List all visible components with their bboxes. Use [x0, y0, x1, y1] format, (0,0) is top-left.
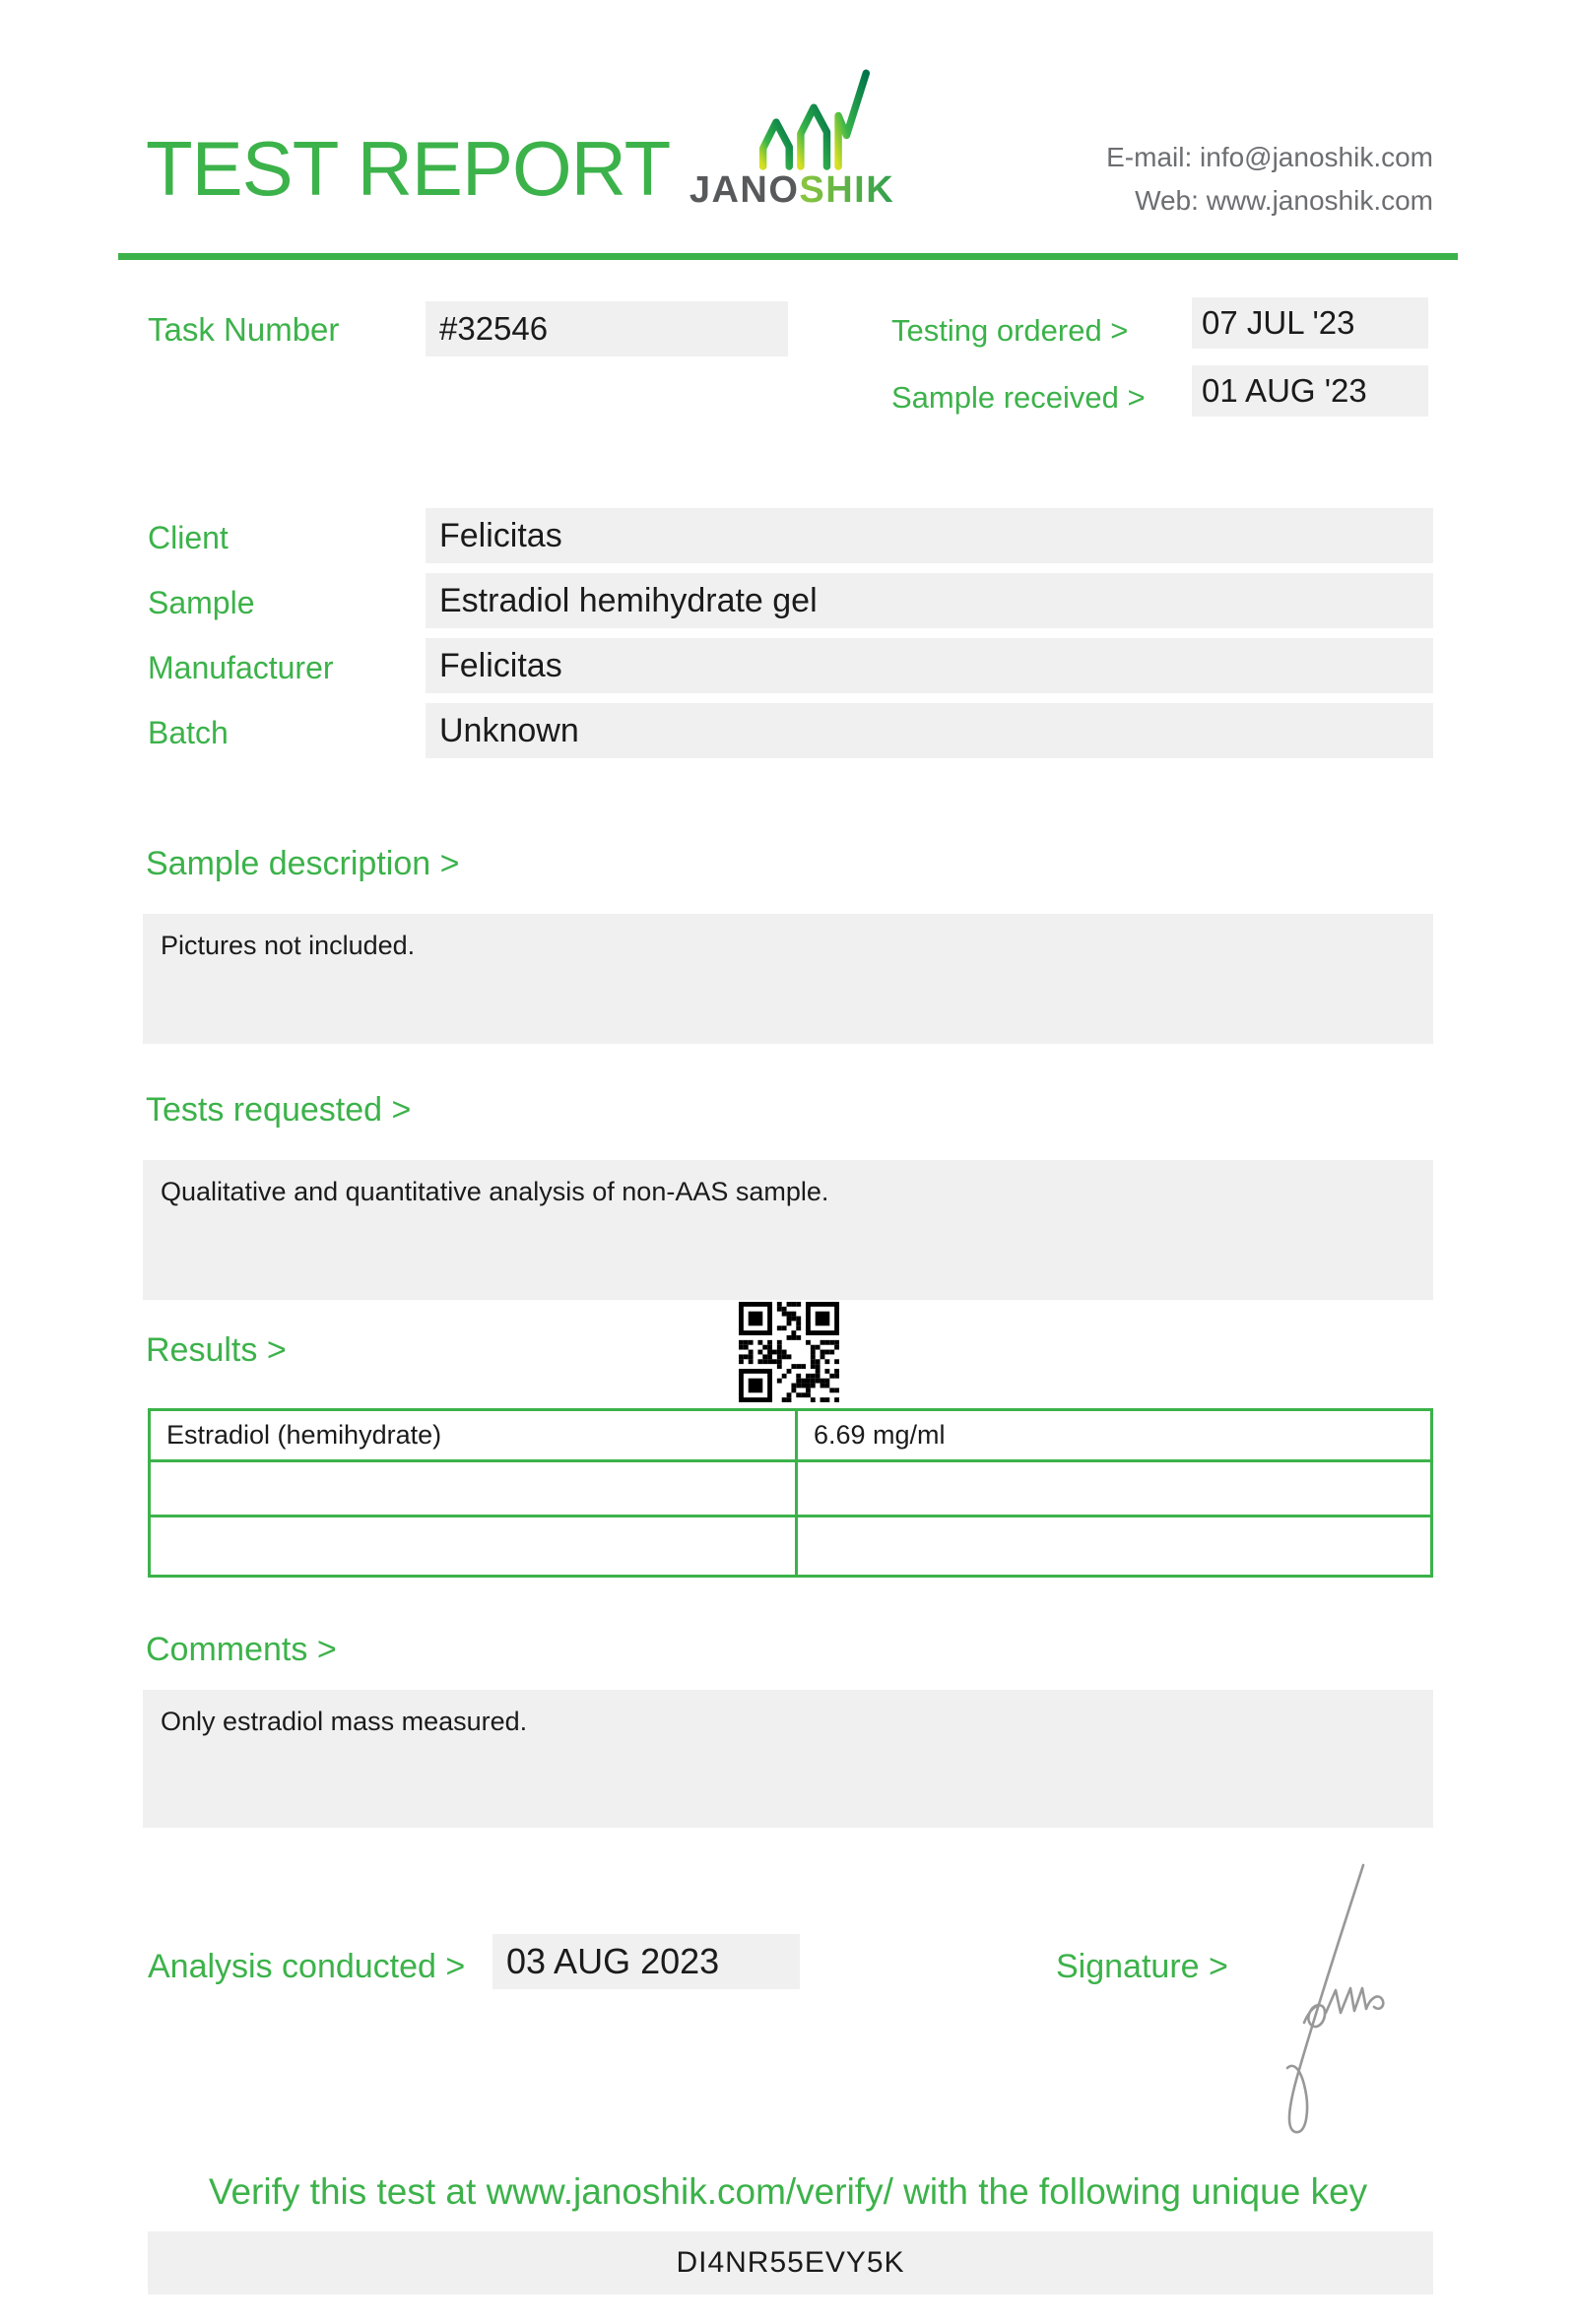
result-value: [798, 1517, 1430, 1575]
result-analyte: Estradiol (hemihydrate): [151, 1411, 798, 1459]
signature-label: Signature >: [1056, 1948, 1228, 1985]
sample-received-value: 01 AUG '23: [1192, 365, 1428, 417]
task-number-label: Task Number: [148, 311, 340, 348]
header-divider: [118, 253, 1458, 260]
results-heading: Results >: [146, 1331, 287, 1369]
results-row: [151, 1462, 1430, 1517]
client-label: Client: [148, 520, 229, 555]
testing-ordered-value: 07 JUL '23: [1192, 297, 1428, 349]
qr-code: [739, 1302, 839, 1402]
batch-label: Batch: [148, 715, 229, 750]
testing-ordered-label: Testing ordered >: [891, 313, 1129, 348]
result-analyte: [151, 1517, 798, 1575]
unique-key-value: DI4NR55EVY5K: [148, 2231, 1433, 2294]
sample-received-label: Sample received >: [891, 380, 1146, 415]
signature-image: [1249, 1857, 1402, 2153]
result-analyte: [151, 1462, 798, 1515]
results-table: [148, 1408, 1433, 1578]
contact-web: Web: www.janoshik.com: [1135, 185, 1433, 216]
results-row: [151, 1517, 1430, 1575]
manufacturer-value: Felicitas: [426, 638, 1433, 693]
client-value: Felicitas: [426, 508, 1433, 563]
result-value: [798, 1462, 1430, 1515]
task-number-value: #32546: [426, 301, 788, 356]
manufacturer-label: Manufacturer: [148, 650, 334, 685]
logo-text-shik: SHIK: [799, 169, 895, 211]
janoshik-logo-text: [678, 169, 906, 212]
analysis-conducted-value: 03 AUG 2023: [492, 1934, 800, 1989]
result-value: 6.69 mg/ml: [814, 1420, 946, 1450]
tests-requested-box: Qualitative and quantitative analysis of non-AAS sample.: [143, 1160, 1433, 1300]
logo-text-jano: JANO: [689, 169, 800, 211]
janoshik-chart-logo-icon: [741, 65, 884, 171]
sample-value: Estradiol hemihydrate gel: [426, 573, 1433, 628]
sample-description-heading: Sample description >: [146, 845, 460, 882]
page-title: TEST REPORT: [146, 125, 671, 212]
results-row: [151, 1411, 1430, 1462]
sample-description-box: Pictures not included.: [143, 914, 1433, 1044]
verify-instruction: Verify this test at www.janoshik.com/verify/ with the following unique key: [208, 2171, 1368, 2212]
comments-heading: Comments >: [146, 1631, 337, 1668]
comments-box: Only estradiol mass measured.: [143, 1690, 1433, 1828]
analysis-conducted-label: Analysis conducted >: [148, 1948, 466, 1985]
contact-email: E-mail: info@janoshik.com: [1106, 142, 1433, 172]
batch-value: Unknown: [426, 703, 1433, 758]
sample-label: Sample: [148, 585, 255, 620]
tests-requested-heading: Tests requested >: [146, 1091, 412, 1129]
contact-block: [1106, 136, 1433, 223]
